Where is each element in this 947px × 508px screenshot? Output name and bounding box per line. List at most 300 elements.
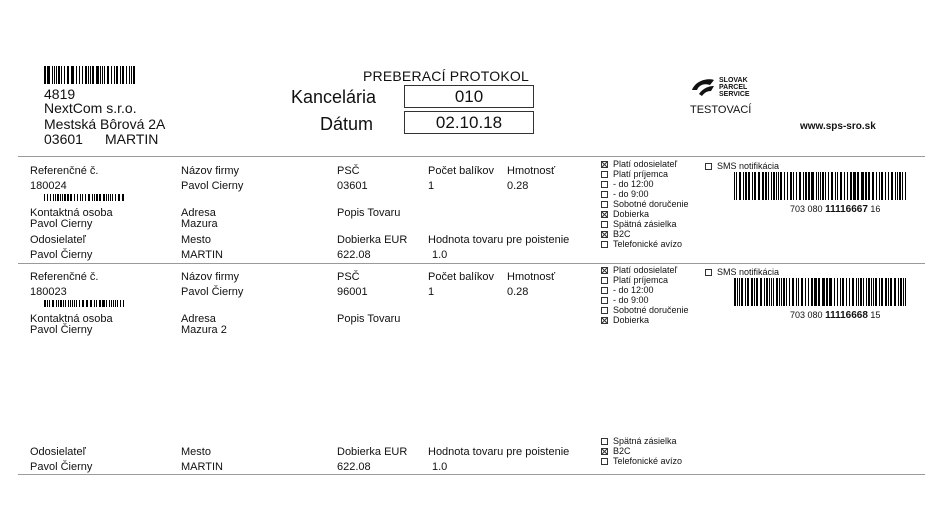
- barcode-bar: [737, 278, 738, 306]
- barcode-bar: [811, 278, 813, 306]
- barcode-bar: [812, 172, 813, 200]
- option-checkbox[interactable]: [601, 307, 608, 314]
- barcode-bar: [754, 172, 755, 200]
- barcode-bar: [789, 278, 790, 306]
- barcode-bar: [63, 300, 64, 307]
- barcode-bar: [748, 172, 750, 200]
- sps-logo-text: SLOVAK PARCEL SERVICE: [719, 76, 750, 98]
- barcode-bar: [822, 278, 823, 306]
- barcode-bar: [109, 300, 110, 307]
- tracking-barcode: [734, 172, 907, 200]
- barcode-bar: [776, 278, 778, 306]
- barcode-bar: [792, 278, 794, 306]
- option-label: Sobotné doručenie: [613, 305, 689, 315]
- barcode-bar: [898, 278, 899, 306]
- barcode-bar: [779, 278, 780, 306]
- barcode-bar: [103, 300, 104, 307]
- barcode-bar: [837, 172, 838, 200]
- contact-value: Pavol Čierny: [30, 324, 93, 336]
- sender-company: NextCom s.r.o.: [44, 100, 137, 116]
- barcode-bar: [758, 172, 760, 200]
- barcode-bar: [818, 172, 819, 200]
- city-value: MARTIN: [181, 461, 223, 473]
- barcode-bar: [114, 66, 115, 84]
- barcode-bar: [754, 278, 755, 306]
- barcode-bar: [790, 172, 792, 200]
- sender-code: 4819: [44, 86, 76, 102]
- barcode-bar: [831, 172, 833, 200]
- barcode-bar: [58, 300, 59, 307]
- sender-street: Mestská Bôrová 2A: [44, 116, 166, 132]
- option-label: B2C: [613, 229, 631, 239]
- barcode-bar: [74, 194, 75, 201]
- barcode-bar: [70, 194, 72, 201]
- barcode-bar: [803, 172, 804, 200]
- parcels-label: Počet balíkov: [428, 165, 495, 177]
- barcode-bar: [879, 172, 880, 200]
- option-item: [601, 209, 689, 219]
- barcode-bar: [122, 66, 123, 84]
- barcode-bar: [116, 66, 118, 84]
- option-item: [601, 265, 689, 275]
- option-label: Spätná zásielka: [613, 436, 677, 446]
- city-value: MARTIN: [181, 249, 223, 261]
- barcode-bar: [863, 278, 864, 306]
- tracking-main: 11116668: [825, 310, 868, 321]
- barcode-bar: [861, 172, 862, 200]
- barcode-bar: [82, 194, 83, 201]
- barcode-bar: [102, 66, 103, 84]
- barcode-bar: [842, 278, 844, 306]
- barcode-bar: [67, 66, 69, 84]
- barcode-bar: [885, 172, 886, 200]
- option-checkbox[interactable]: [601, 448, 608, 455]
- barcode-bar: [830, 278, 831, 306]
- barcode-bar: [65, 300, 66, 307]
- barcode-bar: [837, 278, 838, 306]
- barcode-bar: [85, 66, 87, 84]
- barcode-bar: [117, 300, 118, 307]
- barcode-bar: [903, 278, 905, 306]
- option-checkbox[interactable]: [601, 297, 608, 304]
- barcode-bar: [118, 194, 120, 201]
- barcode-bar: [61, 66, 62, 84]
- barcode-bar: [133, 66, 135, 84]
- barcode-bar: [120, 300, 122, 307]
- weight-label: Hmotnosť: [507, 165, 556, 177]
- barcode-bar: [905, 278, 906, 306]
- page-title: PREBERACÍ PROTOKOL: [363, 68, 529, 84]
- barcode-bar: [881, 278, 882, 306]
- zip-label: PSČ: [337, 165, 360, 177]
- option-item: [601, 159, 689, 169]
- barcode-bar: [67, 194, 68, 201]
- tracking-number: [790, 204, 880, 215]
- barcode-bar: [76, 66, 78, 84]
- barcode-bar: [741, 278, 743, 306]
- barcode-bar: [112, 194, 113, 201]
- barcode-bar: [808, 172, 810, 200]
- barcode-bar: [888, 172, 889, 200]
- option-item: [601, 199, 689, 209]
- options-list: [601, 159, 689, 249]
- barcode-bar: [787, 172, 788, 200]
- barcode-bar: [64, 194, 66, 201]
- option-label: Platí odosielateľ: [613, 159, 678, 169]
- barcode-bar: [796, 278, 797, 306]
- weight-value: 0.28: [507, 180, 529, 192]
- barcode-bar: [769, 278, 771, 306]
- barcode-bar: [99, 300, 101, 307]
- tracking-suffix: 15: [870, 310, 881, 320]
- sender-value: Pavol Čierny: [30, 249, 93, 261]
- barcode-bar: [858, 278, 859, 306]
- barcode-bar: [92, 194, 93, 201]
- insurance-value: 1.0: [432, 461, 448, 473]
- option-checkbox[interactable]: [601, 267, 608, 274]
- barcode-bar: [72, 300, 73, 307]
- barcode-bar: [54, 66, 55, 84]
- barcode-bar: [100, 194, 101, 201]
- option-checkbox[interactable]: [601, 287, 608, 294]
- barcode-bar: [773, 278, 774, 306]
- barcode-bar: [94, 194, 95, 201]
- option-item: [601, 179, 689, 189]
- sender-barcode: [44, 66, 136, 84]
- barcode-bar: [739, 172, 741, 200]
- barcode-bar: [902, 172, 903, 200]
- barcode-bar: [778, 172, 779, 200]
- goods-label: Popis Tovaru: [337, 313, 401, 325]
- barcode-bar: [857, 172, 859, 200]
- barcode-bar: [743, 172, 744, 200]
- barcode-bar: [866, 278, 867, 306]
- option-label: - do 9:00: [613, 295, 649, 305]
- barcode-bar: [60, 300, 62, 307]
- barcode-bar: [811, 172, 812, 200]
- barcode-bar: [764, 278, 765, 306]
- barcode-bar: [123, 300, 124, 307]
- barcode-bar: [763, 172, 764, 200]
- barcode-bar: [766, 278, 767, 306]
- contact-value: Pavol Cierny: [30, 218, 93, 230]
- tracking-suffix: 16: [870, 204, 881, 214]
- barcode-bar: [123, 194, 124, 201]
- option-checkbox[interactable]: [601, 231, 608, 238]
- weight-label: Hmotnosť: [507, 271, 556, 283]
- barcode-bar: [905, 172, 906, 200]
- barcode-bar: [871, 278, 872, 306]
- barcode-bar: [110, 194, 112, 201]
- option-checkbox[interactable]: [601, 191, 608, 198]
- barcode-bar: [747, 278, 748, 306]
- ref-value: 180023: [30, 286, 67, 298]
- barcode-bar: [57, 194, 59, 201]
- barcode-bar: [739, 278, 740, 306]
- barcode-bar: [58, 66, 60, 84]
- barcode-bar: [115, 194, 116, 201]
- barcode-bar: [751, 278, 753, 306]
- barcode-bar: [862, 172, 863, 200]
- option-label: Dobierka: [613, 209, 650, 219]
- option-checkbox[interactable]: [601, 458, 608, 465]
- barcode-bar: [869, 172, 870, 200]
- barcode-bar: [129, 66, 130, 84]
- barcode-bar: [840, 172, 842, 200]
- date-value: 02.10.18: [404, 111, 534, 134]
- barcode-bar: [74, 300, 76, 307]
- tracking-barcode: [734, 278, 907, 306]
- option-item: [601, 219, 689, 229]
- barcode-bar: [70, 300, 71, 307]
- barcode-bar: [64, 66, 65, 84]
- testing-label: TESTOVACÍ: [690, 104, 752, 116]
- barcode-bar: [92, 66, 94, 84]
- barcode-bar: [44, 66, 46, 84]
- barcode-bar: [786, 278, 787, 306]
- barcode-bar: [814, 278, 815, 306]
- barcode-bar: [805, 172, 806, 200]
- barcode-bar: [773, 172, 775, 200]
- tracking-prefix: 703 080: [790, 310, 823, 320]
- weight-value: 0.28: [507, 286, 529, 298]
- option-item: [601, 275, 689, 285]
- barcode-bar: [762, 172, 763, 200]
- address-label: Adresa: [181, 313, 216, 325]
- options-list: [601, 265, 689, 325]
- barcode-bar: [890, 278, 891, 306]
- barcode-bar: [784, 172, 785, 200]
- sms-label: SMS notifikácia: [717, 267, 780, 277]
- barcode-bar: [771, 172, 772, 200]
- barcode-bar: [860, 278, 862, 306]
- option-item: [601, 305, 689, 315]
- sms-option: [705, 161, 779, 171]
- barcode-bar: [798, 278, 799, 306]
- barcode-bar: [47, 300, 48, 307]
- option-label: Platí odosielateľ: [613, 265, 678, 275]
- barcode-bar: [734, 278, 736, 306]
- barcode-bar: [823, 278, 824, 306]
- ref-barcode: [44, 194, 126, 201]
- insurance-label: Hodnota tovaru pre poistenie: [428, 234, 570, 246]
- option-checkbox[interactable]: [601, 438, 608, 445]
- barcode-bar: [44, 300, 46, 307]
- barcode-bar: [68, 194, 69, 201]
- option-label: - do 9:00: [613, 189, 649, 199]
- barcode-bar: [850, 172, 852, 200]
- insurance-label: Hodnota tovaru pre poistenie: [428, 446, 570, 458]
- option-checkbox[interactable]: [601, 171, 608, 178]
- barcode-bar: [99, 194, 100, 201]
- barcode-bar: [876, 172, 877, 200]
- barcode-bar: [82, 66, 83, 84]
- option-checkbox[interactable]: [601, 277, 608, 284]
- barcode-bar: [816, 172, 818, 200]
- barcode-bar: [776, 172, 777, 200]
- barcode-bar: [825, 172, 826, 200]
- option-item: [601, 436, 682, 446]
- barcode-bar: [868, 278, 870, 306]
- address-value: Mazura: [181, 218, 218, 230]
- barcode-bar: [854, 172, 855, 200]
- barcode-bar: [47, 66, 48, 84]
- barcode-bar: [891, 172, 893, 200]
- shipment-block-2-bottom: [0, 436, 947, 474]
- option-checkbox[interactable]: [601, 221, 608, 228]
- sender-label: Odosielateľ: [30, 446, 86, 458]
- barcode-bar: [82, 300, 84, 307]
- barcode-bar: [846, 278, 847, 306]
- sender-value: Pavol Čierny: [30, 461, 93, 473]
- barcode-bar: [815, 278, 816, 306]
- barcode-bar: [72, 66, 73, 84]
- barcode-bar: [885, 278, 887, 306]
- cod-value: 622.08: [337, 249, 371, 261]
- option-checkbox[interactable]: [601, 201, 608, 208]
- ref-barcode: [44, 300, 126, 307]
- date-label: Dátum: [320, 114, 374, 134]
- barcode-bar: [853, 172, 854, 200]
- parcels-value: 1: [428, 180, 435, 192]
- barcode-bar: [94, 300, 95, 307]
- insurance-value: 1.0: [432, 249, 448, 261]
- barcode-bar: [122, 194, 123, 201]
- barcode-bar: [801, 278, 803, 306]
- barcode-bar: [745, 172, 746, 200]
- address-value: Mazura 2: [181, 324, 227, 336]
- barcode-bar: [53, 194, 54, 201]
- barcode-bar: [62, 194, 63, 201]
- barcode-bar: [868, 172, 869, 200]
- barcode-bar: [55, 194, 56, 201]
- ref-label: Referenčné č.: [30, 271, 99, 283]
- barcode-bar: [44, 194, 45, 201]
- option-label: Spätná zásielka: [613, 219, 677, 229]
- barcode-bar: [120, 66, 121, 84]
- barcode-bar: [872, 172, 874, 200]
- barcode-bar: [799, 172, 801, 200]
- option-checkbox[interactable]: [601, 241, 608, 248]
- option-label: - do 12:00: [613, 285, 654, 295]
- barcode-bar: [52, 66, 54, 84]
- cod-label: Dobierka EUR: [337, 446, 408, 458]
- contact-label: Kontaktná osoba: [30, 313, 113, 325]
- company-label: Názov firmy: [181, 165, 240, 177]
- barcode-bar: [822, 172, 824, 200]
- option-checkbox[interactable]: [601, 317, 608, 324]
- barcode-bar: [840, 278, 841, 306]
- barcode-bar: [894, 278, 896, 306]
- barcode-bar: [71, 66, 72, 84]
- barcode-bar: [818, 278, 820, 306]
- sms-checkbox[interactable]: [705, 163, 712, 170]
- zip-value: 03601: [337, 180, 368, 192]
- barcode-bar: [90, 300, 92, 307]
- barcode-bar: [844, 172, 845, 200]
- barcode-bar: [100, 66, 102, 84]
- ref-value: 180024: [30, 180, 67, 192]
- barcode-bar: [79, 300, 80, 307]
- shipment-block-2-top: [0, 263, 947, 336]
- barcode-bar: [895, 172, 896, 200]
- sms-label: SMS notifikácia: [717, 161, 780, 171]
- barcode-bar: [111, 300, 112, 307]
- barcode-bar: [108, 194, 109, 201]
- barcode-bar: [131, 66, 132, 84]
- barcode-bar: [852, 278, 854, 306]
- barcode-bar: [79, 66, 80, 84]
- tracking-prefix: 703 080: [790, 204, 823, 214]
- option-checkbox[interactable]: [601, 211, 608, 218]
- barcode-bar: [835, 172, 836, 200]
- barcode-bar: [808, 278, 809, 306]
- office-value: 010: [404, 85, 534, 108]
- barcode-bar: [85, 194, 86, 201]
- barcode-bar: [106, 194, 107, 201]
- goods-label: Popis Tovaru: [337, 207, 401, 219]
- barcode-bar: [856, 278, 857, 306]
- city-label: Mesto: [181, 234, 211, 246]
- sender-label: Odosielateľ: [30, 234, 86, 246]
- barcode-bar: [86, 300, 87, 307]
- option-item: [601, 446, 682, 456]
- option-item: [601, 295, 689, 305]
- barcode-bar: [793, 172, 794, 200]
- option-checkbox[interactable]: [601, 161, 608, 168]
- barcode-bar: [736, 172, 737, 200]
- city-label: Mesto: [181, 446, 211, 458]
- ref-label: Referenčné č.: [30, 165, 99, 177]
- company-value: Pavol Čierny: [181, 286, 244, 298]
- option-label: Platí príjemca: [613, 169, 669, 179]
- option-item: [601, 189, 689, 199]
- company-label: Názov firmy: [181, 271, 240, 283]
- barcode-bar: [834, 278, 836, 306]
- barcode-bar: [847, 172, 848, 200]
- cod-value: 622.08: [337, 461, 371, 473]
- sps-logo: [690, 76, 750, 98]
- barcode-bar: [745, 278, 746, 306]
- parcels-value: 1: [428, 286, 435, 298]
- barcode-bar: [781, 278, 782, 306]
- barcode-bar: [88, 194, 90, 201]
- barcode-bar: [97, 66, 98, 84]
- option-item: [601, 456, 682, 466]
- barcode-bar: [87, 300, 88, 307]
- option-item: [601, 169, 689, 179]
- barcode-bar: [52, 300, 54, 307]
- option-item: [601, 239, 689, 249]
- barcode-bar: [77, 194, 78, 201]
- barcode-bar: [104, 66, 105, 84]
- barcode-bar: [102, 300, 103, 307]
- option-label: Dobierka: [613, 315, 650, 325]
- barcode-bar: [765, 172, 767, 200]
- sms-checkbox[interactable]: [705, 269, 712, 276]
- barcode-bar: [826, 278, 828, 306]
- barcode-bar: [865, 172, 867, 200]
- company-value: Pavol Cierny: [181, 180, 244, 192]
- barcode-bar: [771, 278, 772, 306]
- barcode-bar: [768, 172, 769, 200]
- option-label: - do 12:00: [613, 179, 654, 189]
- option-label: Sobotné doručenie: [613, 199, 689, 209]
- option-checkbox[interactable]: [601, 181, 608, 188]
- option-label: Telefonické avízo: [613, 456, 683, 466]
- barcode-bar: [47, 194, 48, 201]
- barcode-bar: [875, 278, 877, 306]
